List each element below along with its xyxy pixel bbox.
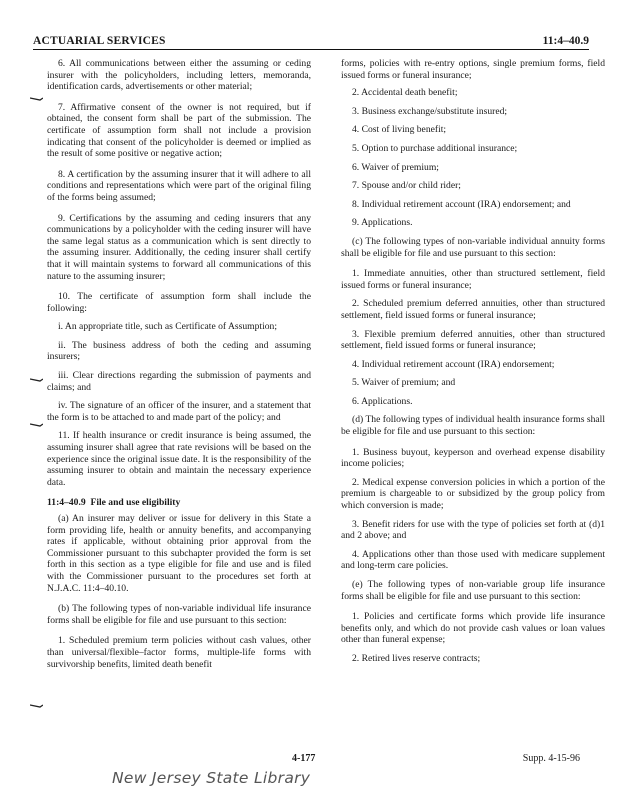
header-title: ACTUARIAL SERVICES <box>33 35 166 47</box>
section-heading <box>47 497 311 509</box>
section-title: File and use eligibility <box>90 497 181 509</box>
paragraph: 9. Certifications by the assuming and ceding insurers that any communications by a policyholder with the ceding insurer will have the same legal status as a communication which is sent directly to the assuming insurer. Additionally, the ceding insurer shall certify that it will maintain systems to forward all communications of this nature to the assuming insurer; <box>47 212 311 282</box>
right-column <box>341 58 605 665</box>
list-item: 2. Accidental death benefit; <box>352 87 458 99</box>
list-item: 4. Applications other than those used with medicare supplement and long-term care policies. <box>341 548 605 572</box>
list-item: 6. Applications. <box>352 395 413 407</box>
library-stamp: New Jersey State Library <box>112 769 311 787</box>
paragraph: i. An appropriate title, such as Certificate of Assumption; <box>58 321 278 333</box>
margin-mark-icon <box>30 422 43 428</box>
margin-mark-icon <box>30 96 43 102</box>
paragraph: 11. If health insurance or credit insurance is being assumed, the assuming insurer shall agree that rate revisions will be based on the experience since the original issue date. It is the responsibility of the assuming insurer to obtain and maintain the necessary experience data. <box>47 430 311 488</box>
list-item: 1. Immediate annuities, other than structured settlement, field issued forms or funeral insurance; <box>341 268 605 291</box>
paragraph: 1. Scheduled premium term policies without cash values, other than universal/flexible–factor forms, multiple-life forms with survivorship benefits, limited death benefit <box>47 635 311 670</box>
paragraph: iv. The signature of an officer of the insurer, and a statement that the form is to be attached to and made part of the policy; and <box>47 400 311 423</box>
paragraph: 6. All communications between either the assuming or ceding insurer with the policyholders, including letters, memoranda, identification cards, advertisements or other material; <box>47 58 311 93</box>
list-item: 3. Benefit riders for use with the type of policies set forth at (d)1 and 2 above; and <box>341 518 605 542</box>
header-section-number: 11:4–40.9 <box>542 35 589 47</box>
list-item: 6. Waiver of premium; <box>352 161 439 173</box>
list-item: 8. Individual retirement account (IRA) endorsement; and <box>352 198 571 210</box>
page-number: 4-177 <box>292 753 316 764</box>
list-item: 4. Cost of living benefit; <box>352 124 447 136</box>
paragraph: ii. The business address of both the ceding and assuming insurers; <box>47 339 311 363</box>
paragraph: (e) The following types of non-variable group life insurance forms shall be eligible for file and use pursuant to this section: <box>341 579 605 602</box>
list-item: 3. Business exchange/substitute insured; <box>352 105 508 117</box>
section-number: 11:4–40.9 <box>47 497 86 509</box>
paragraph: (b) The following types of non-variable individual life insurance forms shall be eligible for file and use pursuant to this section: <box>47 603 311 626</box>
paragraph: 10. The certificate of assumption form shall include the following: <box>47 291 311 314</box>
paragraph: 8. A certification by the assuming insurer that it will adhere to all conditions and representations which were part of the original filing of the forms being assumed; <box>47 168 311 203</box>
paragraph: (c) The following types of non-variable individual annuity forms shall be eligible for file and use pursuant to this section: <box>341 235 605 259</box>
paragraph: forms, policies with re-entry options, single premium forms, field issued forms or funeral insurance; <box>341 58 605 81</box>
list-item: 7. Spouse and/or child rider; <box>352 180 461 192</box>
running-header <box>33 35 589 50</box>
list-item: 4. Individual retirement account (IRA) endorsement; <box>352 358 555 370</box>
list-item: 2. Retired lives reserve contracts; <box>352 652 481 664</box>
supplement-date: Supp. 4-15-96 <box>522 753 580 764</box>
paragraph: (a) An insurer may deliver or issue for delivery in this State a form providing life, health or annuity benefits, and accompanying rates if applicable, without obtaining prior approval from the Commissioner pursuant to this subchapter provided the form is set forth in this section as a type eligible for file and use and is filed with the Commissioner pursuant to the procedures set forth at N.J.A.C. 11:4–40.10. <box>47 513 311 594</box>
list-item: 2. Scheduled premium deferred annuities, other than structured settlement, field issued forms or funeral insurance; <box>341 298 605 321</box>
list-item: 1. Business buyout, keyperson and overhead expense disability income policies; <box>341 446 605 470</box>
left-column <box>47 58 311 670</box>
margin-mark-icon <box>30 703 43 709</box>
list-item: 5. Option to purchase additional insurance; <box>352 142 518 154</box>
list-item: 3. Flexible premium deferred annuities, other than structured settlement, field issued forms or funeral insurance; <box>341 328 605 352</box>
paragraph: 7. Affirmative consent of the owner is not required, but if obtained, the consent form shall be part of the submission. The certificate of assumption form shall not include a provision indicating that consent of the policyholder is deemed or implied as the result of some positive or negative action; <box>47 101 311 160</box>
paragraph: iii. Clear directions regarding the submission of payments and claims; and <box>47 370 311 393</box>
list-item: 2. Medical expense conversion policies in which a portion of the premium is chargeable to or subsidized by the group policy from which conversion is made; <box>341 476 605 512</box>
list-item: 1. Policies and certificate forms which provide life insurance benefits only, and which do not provide cash values or loan values other than funeral expense; <box>341 611 605 646</box>
margin-mark-icon <box>30 377 43 383</box>
paragraph: (d) The following types of individual health insurance forms shall be eligible for file and use pursuant to this section: <box>341 414 605 438</box>
list-item: 5. Waiver of premium; and <box>352 377 456 389</box>
list-item: 9. Applications. <box>352 217 413 229</box>
